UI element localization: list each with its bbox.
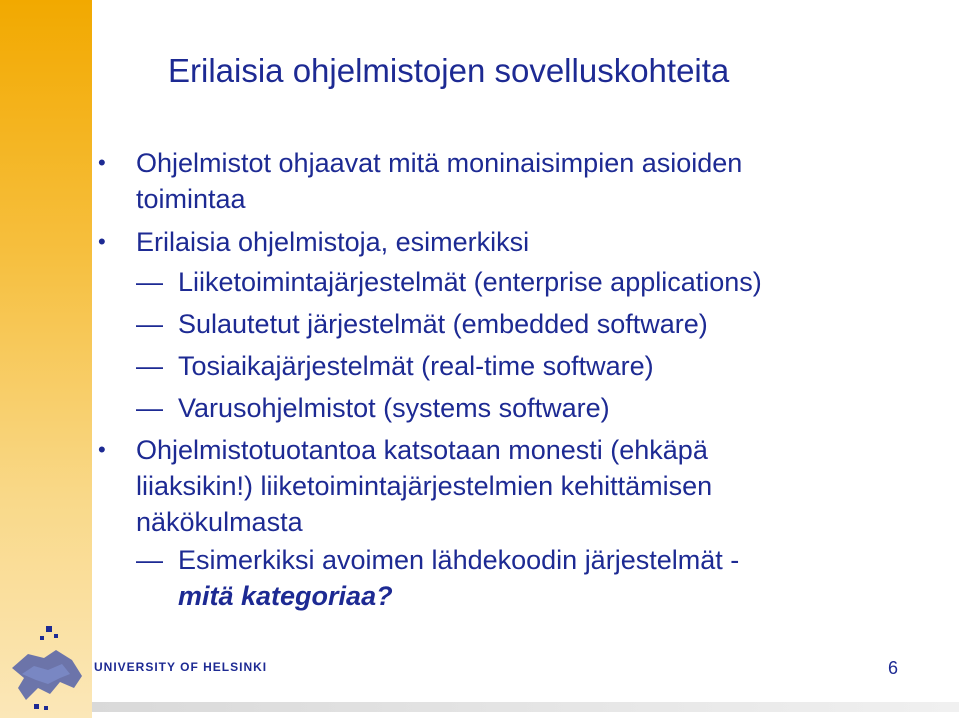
sub-item [136, 390, 610, 426]
sub-item-text: Sulautetut järjestelmät (embedded software) [178, 309, 708, 339]
sub-item [136, 306, 708, 342]
bullet-text-line: Ohjelmistotuotantoa katsotaan monesti (ehkäpä [136, 435, 708, 465]
sub-item [136, 542, 740, 614]
sub-item-text: Liiketoimintajärjestelmät (enterprise applications) [178, 267, 762, 297]
bullet-item [98, 145, 743, 217]
bullet-dot-icon: • [98, 437, 106, 462]
university-name: UNIVERSITY OF HELSINKI [94, 660, 268, 674]
dash-icon: — [136, 351, 163, 381]
dash-icon: — [136, 393, 163, 423]
university-logo-icon [4, 622, 90, 714]
bullet-text-line: Ohjelmistot ohjaavat mitä moninaisimpien asioiden [136, 148, 743, 178]
bullet-text-line: liiaksikin!) liiketoimintajärjestelmien kehittämisen [136, 471, 713, 501]
sub-item [136, 348, 654, 384]
sub-item-text: Tosiaikajärjestelmät (real-time software) [178, 351, 654, 381]
bullet-text-line: Erilaisia ohjelmistoja, esimerkiksi [136, 227, 530, 257]
sub-item-text: Esimerkiksi avoimen lähdekoodin järjestelmät - [178, 545, 740, 575]
bullet-text-line: näkökulmasta [136, 507, 303, 537]
sub-item [136, 264, 762, 300]
bullet-dot-icon: • [98, 229, 106, 254]
sub-item-text: Varusohjelmistot (systems software) [178, 393, 610, 423]
dash-icon: — [136, 309, 163, 339]
bullet-dot-icon: • [98, 150, 106, 175]
dash-icon: — [136, 267, 163, 297]
footer-divider [92, 702, 959, 712]
page-number: 6 [888, 658, 899, 678]
bullet-item [98, 224, 530, 260]
decorative-side-band [0, 0, 92, 718]
bullet-text-line: toimintaa [136, 184, 246, 214]
dash-icon: — [136, 545, 163, 575]
slide-title: Erilaisia ohjelmistojen sovelluskohteita [168, 52, 730, 89]
sub-item-text-italic: mitä kategoriaa? [178, 581, 393, 611]
bullet-item [98, 432, 713, 540]
